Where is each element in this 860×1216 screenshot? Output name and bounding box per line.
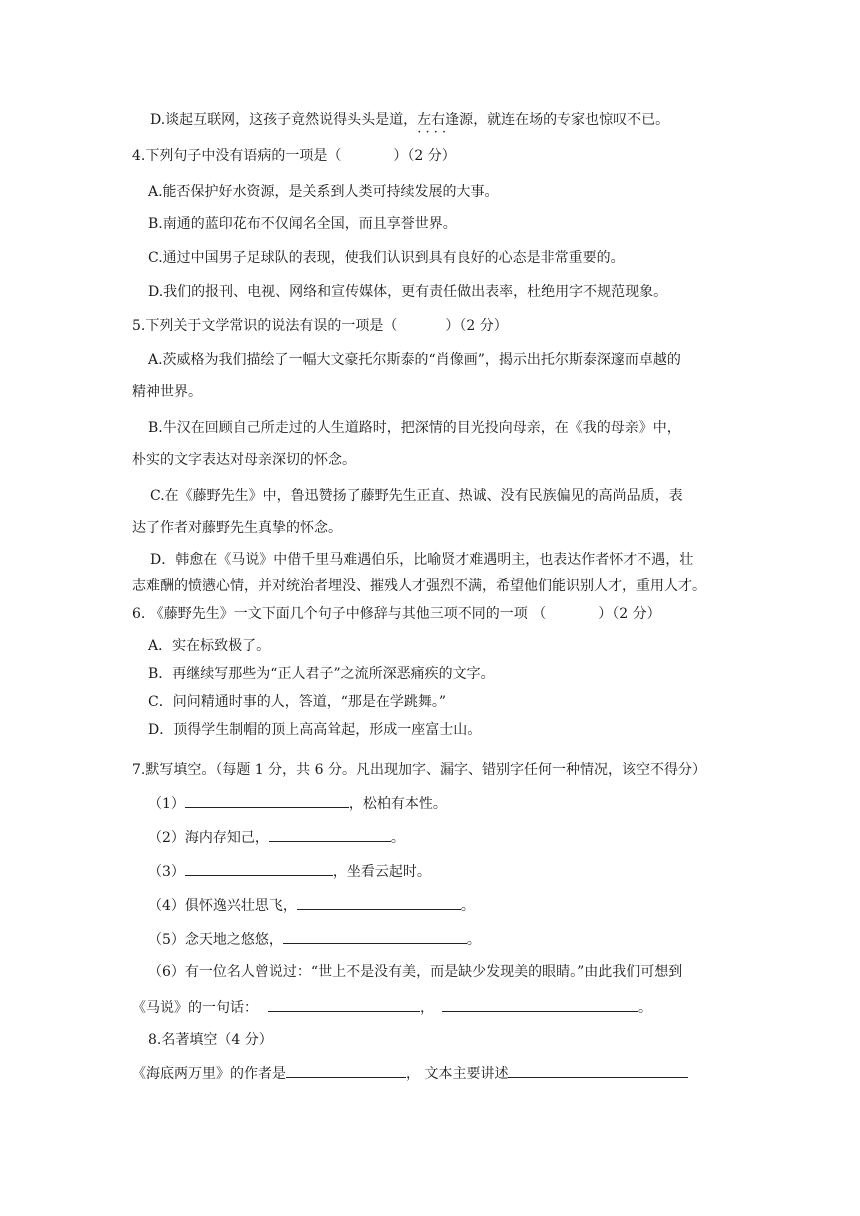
q3-option-d-text-post: ，就连在场的专家也惊叹不已。 (473, 112, 670, 128)
q7-item-4-end: 。 (460, 898, 475, 914)
q7-item-3-text: ，坐看云起时。 (332, 864, 431, 880)
q7-item-5 (148, 928, 481, 950)
q5-option-d-line2: 志难酬的愤懑心情，并对统治者埋没、摧残人才强烈不满，希望他们能识别人才，重用人才。 (132, 578, 706, 594)
q5-stem-pre: 5.下列关于文学常识的说法有误的一项是（ (132, 318, 398, 334)
q5-stem (132, 316, 508, 336)
q8-content-prompt: ， 文本主要讲述 (406, 1066, 509, 1082)
q5-option-b-line2: 朴实的文字表达对母亲深切的怀念。 (132, 452, 356, 468)
q7-stem: 7.默写填空。（每题 1 分，共 6 分。凡出现加字、漏字、错别字任何一种情况，该空不得分） (132, 762, 706, 778)
q6-stem-pre: 6. 《藤野先生》一文下面几个句子中修辞与其他三项不同的一项 （ (132, 606, 547, 622)
q7-item-6-comma: ， (420, 1000, 434, 1016)
q4-option-d: D.我们的报刊、电视、网络和宣传媒体，更有责任做出表率，杜绝用字不规范现象。 (148, 284, 668, 300)
q4-option-a: A.能否保护好水资源，是关系到人类可持续发展的大事。 (148, 184, 499, 200)
q6-option-a: A．实在标致极了。 (148, 638, 271, 654)
q7-item-6-prefix: 《马说》的一句话： (132, 1000, 258, 1016)
q7-item-6-line2 (132, 996, 652, 1018)
q7-item-6-line1: （6）有一位名人曾说过：“世上不是没有美，而是缺少发现美的眼睛。”由此我们可想到 (148, 964, 683, 980)
q6-option-c: C．问问精通时事的人，答道，“那是在学跳舞。” (148, 694, 447, 710)
q7-item-3-number: （3） (148, 864, 185, 880)
q7-item-3-blank[interactable] (185, 860, 333, 876)
q7-item-1 (148, 792, 447, 814)
q3-option-d-dotted-term: 左右逢源 · · (417, 112, 473, 128)
q7-item-1-text: ，松柏有本性。 (348, 796, 447, 812)
q7-item-5-end: 。 (466, 932, 481, 948)
q5-option-d-line1: D．韩愈在《马说》中借千里马难遇伯乐，比喻贤才难遇明主，也表达作者怀才不遇，壮 (150, 552, 694, 568)
q4-stem-post: ）（2 分） (393, 148, 456, 164)
q4-stem (132, 146, 456, 166)
q7-item-1-blank[interactable] (185, 792, 349, 808)
q4-stem-pre: 4.下列句子中没有语病的一项是（ (132, 148, 342, 164)
q6-option-b: B．再继续写那些为“正人君子”之流所深恶痛疾的文字。 (148, 666, 495, 682)
q5-option-b-line1: B.牛汉在回顾自己所走过的人生道路时，把深情的目光投向母亲，在《我的母亲》中， (148, 420, 681, 436)
q7-item-3 (148, 860, 431, 882)
q8-author-blank[interactable] (286, 1062, 406, 1078)
q8-content-blank[interactable] (508, 1062, 688, 1078)
q7-item-4-blank[interactable] (297, 894, 461, 910)
q4-option-b: B.南通的蓝印花布不仅闻名全国，而且享誉世界。 (148, 216, 457, 232)
q7-item-4 (148, 894, 475, 916)
q7-item-1-number: （1） (148, 796, 185, 812)
q7-item-5-blank[interactable] (283, 928, 467, 944)
q6-stem (132, 604, 661, 624)
q8-author-prompt: 《海底两万里》的作者是 (132, 1066, 286, 1082)
q5-option-c-line1: C.在《藤野先生》中，鲁迅赞扬了藤野先生正直、热诚、没有民族偏见的高尚品质，表 (150, 488, 683, 504)
q7-item-2-end: 。 (390, 830, 405, 846)
q7-item-6-blank-2[interactable] (442, 996, 638, 1012)
q7-item-4-text: （4）俱怀逸兴壮思飞， (148, 898, 297, 914)
q5-stem-post: ）（2 分） (445, 318, 508, 334)
q3-option-d-text-pre: D.谈起互联网，这孩子竟然说得头头是道， (150, 112, 418, 128)
q7-item-2 (148, 826, 405, 848)
q7-item-6-end: 。 (638, 1000, 652, 1016)
q7-item-5-text: （5）念天地之悠悠， (148, 932, 283, 948)
q3-option-d (150, 110, 669, 130)
q5-option-c-line2: 达了作者对藤野先生真挚的怀念。 (132, 520, 342, 536)
q7-item-6-blank-1[interactable] (268, 996, 420, 1012)
q6-option-d: D．顶得学生制帽的顶上高高耸起，形成一座富士山。 (148, 722, 482, 738)
q7-item-2-blank[interactable] (269, 826, 391, 842)
q7-item-2-text: （2）海内存知己， (148, 830, 269, 846)
q8-line-1 (132, 1062, 688, 1084)
q5-option-a-line2: 精神世界。 (132, 384, 202, 400)
q4-option-c: C.通过中国男子足球队的表现，使我们认识到具有良好的心态是非常重要的。 (148, 250, 625, 266)
q5-option-a-line1: A.茨威格为我们描绘了一幅大文豪托尔斯泰的“肖像画”，揭示出托尔斯泰深邃而卓越的 (148, 352, 681, 368)
q6-stem-post: ）（2 分） (598, 606, 661, 622)
q8-stem: 8.名著填空（4 分） (148, 1032, 273, 1048)
